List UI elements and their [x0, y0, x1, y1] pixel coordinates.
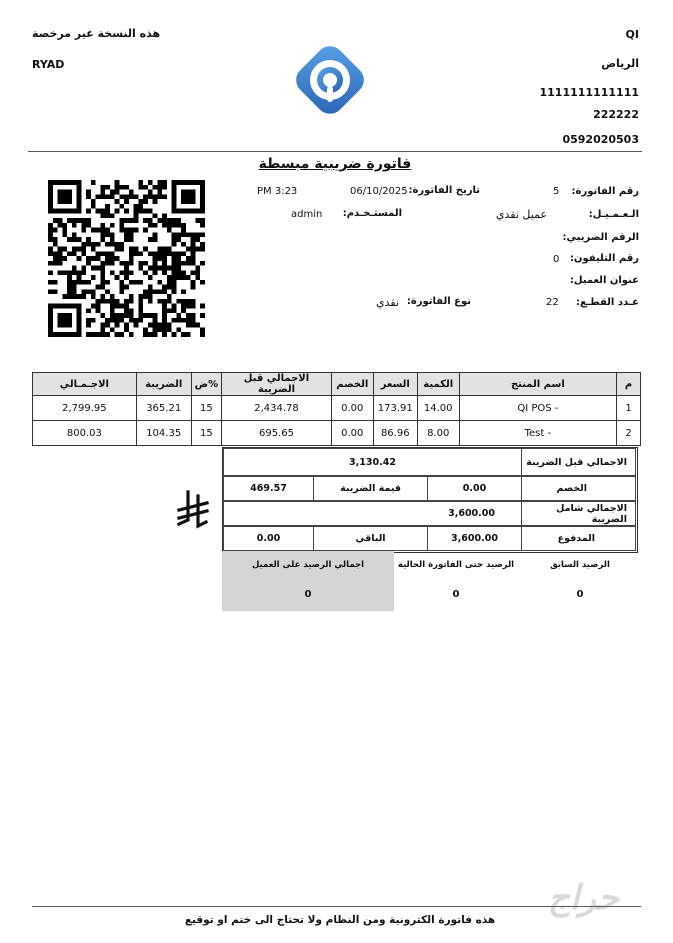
- vat-number: 222222: [593, 108, 639, 121]
- row-price: 86.96: [373, 421, 417, 446]
- customer-label: الـعـمـيـل:: [588, 209, 639, 220]
- tax-number-label: الرقم الضريبي:: [562, 232, 639, 243]
- city-name: الرياض: [601, 57, 639, 70]
- cr-number: 1111111111111: [539, 86, 639, 99]
- customer-phone-label: رقم التليفون:: [569, 253, 639, 264]
- col-tax: الضريبة: [136, 373, 191, 396]
- invoice-title: فاتورة ضريبية مبسطة: [258, 156, 412, 172]
- grand-total-value: 3,600.00: [223, 501, 522, 526]
- table-row: [33, 421, 641, 446]
- customer-phone: 0: [553, 254, 560, 265]
- discount-value: 0.00: [427, 476, 522, 501]
- col-index: م: [617, 373, 641, 396]
- riyal-symbol-icon: [176, 490, 210, 530]
- invoice-number-label: رقم الفاتورة:: [571, 186, 639, 197]
- company-name: QI: [625, 28, 639, 41]
- row-tax: 104.35: [136, 421, 191, 446]
- row-total: 2,799.95: [33, 396, 137, 421]
- pieces-label: عـدد القطـع:: [575, 297, 639, 308]
- invoice-date-label: تاريخ الفاتورة:: [408, 185, 480, 196]
- current-balance-value: 0: [452, 589, 460, 600]
- row-tax: 365.21: [136, 396, 191, 421]
- subtotal-label: الاجمالي قبل الضريبة: [521, 448, 636, 476]
- row-product-name: QI POS -: [459, 396, 616, 421]
- row-tax-rate: 15: [191, 421, 221, 446]
- invoice-type-label: نوع الفاتورة:: [406, 296, 471, 307]
- row-discount: 0.00: [331, 396, 373, 421]
- col-price: السعر: [373, 373, 417, 396]
- col-tax-rate: ض%: [191, 373, 221, 396]
- row-index: 2: [617, 421, 641, 446]
- tax-label: قيمة الضريبة: [313, 476, 428, 501]
- row-total: 800.03: [33, 421, 137, 446]
- remaining-label: الباقي: [313, 526, 428, 551]
- row-before-tax: 695.65: [222, 421, 332, 446]
- row-index: 1: [617, 396, 641, 421]
- user-name: admin: [291, 209, 323, 220]
- col-before-tax: الاجمالي قبل الضريبة: [222, 373, 332, 396]
- items-header-row: [33, 373, 641, 396]
- row-product-name: Test -: [459, 421, 616, 446]
- paid-label: المدفوع: [521, 526, 636, 551]
- invoice-time: PM 3:23: [257, 186, 298, 197]
- current-balance-label: الرصيد حتى الفاتورة الحالية: [397, 560, 515, 570]
- row-price: 173.91: [373, 396, 417, 421]
- col-total: الاجـمـالي: [33, 373, 137, 396]
- company-logo: [288, 38, 372, 122]
- col-discount: الخصم: [331, 373, 373, 396]
- customer-name: عميل نقدي: [495, 208, 547, 221]
- tax-value: 469.57: [223, 476, 314, 501]
- table-row: [33, 396, 641, 421]
- paid-value: 3,600.00: [427, 526, 522, 551]
- customer-address-label: عنوان العميل:: [569, 275, 639, 286]
- grand-total-label: الاجمالي شامل الضريبة: [521, 501, 636, 526]
- qr-code: [48, 180, 205, 337]
- discount-label: الخصم: [521, 476, 636, 501]
- col-product-name: اسم المنتج: [459, 373, 616, 396]
- invoice-number: 5: [553, 186, 560, 197]
- row-tax-rate: 15: [191, 396, 221, 421]
- company-phone: 0592020503: [562, 133, 639, 146]
- store-name-en: RYAD: [32, 58, 65, 71]
- subtotal-value: 3,130.42: [223, 448, 522, 476]
- invoice-type: نقدي: [375, 296, 399, 309]
- header-divider: [28, 151, 642, 152]
- footer-note: هذه فاتورة الكترونية ومن النظام ولا تحتاج الى ختم او توقيع: [184, 914, 496, 926]
- row-quantity: 14.00: [417, 396, 459, 421]
- total-balance-label: اجمالي الرصيد على العميل: [251, 560, 365, 570]
- previous-balance-label: الرصيد السابق: [550, 560, 610, 570]
- previous-balance-value: 0: [576, 589, 584, 600]
- pieces-count: 22: [546, 297, 559, 308]
- row-quantity: 8.00: [417, 421, 459, 446]
- license-note: هذه النسخة غير مرخصة: [32, 27, 161, 40]
- row-before-tax: 2,434.78: [222, 396, 332, 421]
- watermark-logo: حراج: [548, 878, 620, 918]
- row-discount: 0.00: [331, 421, 373, 446]
- invoice-date: 06/10/2025: [350, 186, 408, 197]
- items-table: [32, 372, 641, 446]
- remaining-value: 0.00: [223, 526, 314, 551]
- total-balance-value: 0: [304, 589, 312, 600]
- user-label: المستـخـدم:: [342, 208, 402, 219]
- col-quantity: الكمية: [417, 373, 459, 396]
